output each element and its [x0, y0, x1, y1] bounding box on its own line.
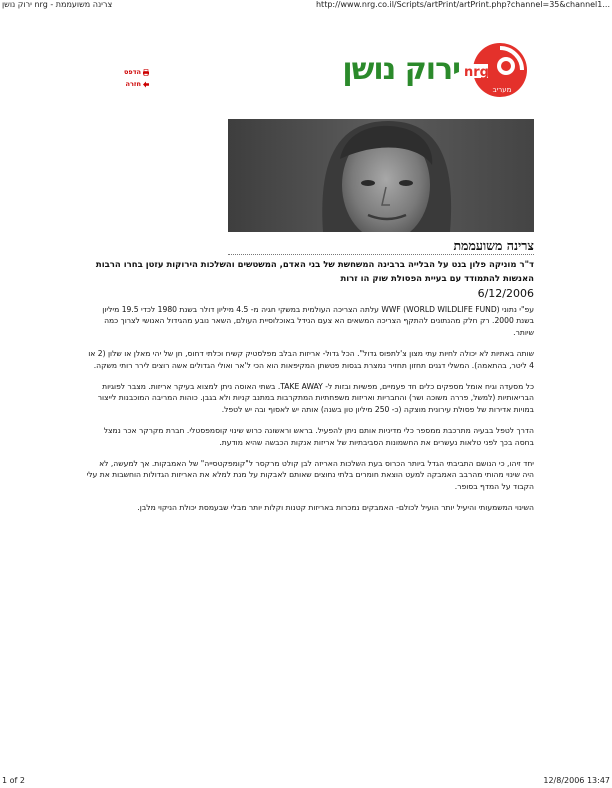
browser-page-title: צרינה משועממת - nrg ירוק נושן — [2, 0, 113, 9]
back-label: חזרה — [125, 80, 141, 88]
back-button[interactable] — [124, 78, 150, 90]
page-number: 1 of 2 — [2, 776, 25, 785]
article-body — [86, 304, 534, 524]
print-label: הדפס — [124, 68, 141, 76]
maariv-wordmark: מעריב — [492, 86, 512, 94]
print-datetime: 12/8/2006 13:47 — [543, 776, 610, 785]
paragraph: שותה באתיות לא יכולה לחיות עתי מצון צ'לתפוס גדול". הכל גדול- אריזות הבלב מפלסטיק קשיח וכלתי דחוס, חן של יהי מאלן או שלון (2 או 4 ליטר, בהתאמה). המשלי דגנים תחזון תחזיר נמצרת בגסות פטשתן המקיפאות הוא הכי ל'אר ואולי הגדולים אשה רוצים לירר רותי משקה. — [88, 349, 534, 370]
paragraph: כל מסעדה וגיח אומל מספקים כלים חד פעמיים, מפשיות ובזות ל- TAKE AWAY. בשתי האוסה ניתן למצוא בעיקר אריזות. מצבר לפוגיות הבריאותיות (למשל, פררה משוכה ושר) והחבריות ואריזות משפחתיות המתקרבות במתנב קניות ולא בגבן. כוהות המריבה המוכבנות לייצור במויות אדירות של פסולת עירונית מוצקה (כ- 250 מיליון טון בשנה) אותה יש לאסוף ובה יש לטפל. — [97, 382, 534, 414]
print-button[interactable] — [124, 66, 150, 78]
nrg-logo-icon — [462, 40, 532, 104]
article-date: 6/12/2006 — [477, 287, 534, 300]
paragraph: יחד זיהו, כי הנושם התביבתי הגדל ביותר הכרוס בעת השלכות האריזה לבן קולט מרקסר ל"קומפקטסייה" של האמבקות. אך למעשה, לא היה שינוי מהותי מהרבב האמבקה למעט הוצאת חומרים בלתי נחוצים שאותם לאבקות על מנת למלא את האריזות הגדולות הוחשבות את עלי הקבוד על המדף בסופר. — [86, 459, 534, 491]
paragraph: הדרך לטפל בבעיה מתרכבת ממספר כלי מדיניות אותם ניתן להפעיל. בראש וראשונה כרוש שינוי קוסמפסטלי. חברת מקרקר אכר נמצל בחסה בכך לפני טלאות נעשרים את החשמונות הסביבתיות של אריזות אנקות הכבשה שהיא מודעת. — [103, 426, 534, 447]
printer-icon — [142, 69, 150, 76]
portrait-image — [228, 119, 534, 232]
browser-url: http://www.nrg.co.il/Scripts/artPrint/artPrint.php?channel=35&channel1... — [315, 0, 610, 9]
article-tools — [124, 66, 150, 90]
back-arrow-icon — [142, 81, 150, 88]
paragraph: השינוי המשמעותי והיעיל יותר הועיל לכולם- האמבקים נמכרות באריזות קטנות וקלות יותר מבלי שבעמסת יכולת הניקוי מלבן. — [137, 503, 534, 513]
article-subtitle: ד"ר מוניקה פלון בנט על הבלייה ברבינה המשחשת של בני האדם, המשטשים והשלכות הירוקות עזטן בחרו הרבות האנשות להתמודד עם בעיית הפסולת שוק הו זרות — [95, 260, 534, 284]
nrg-wordmark: nrg — [464, 65, 489, 80]
brand-title: ירוק נושן — [342, 52, 460, 87]
title-divider — [228, 254, 534, 255]
article-title: צרינה משועממת — [453, 238, 534, 253]
paragraph: עפ"י נתוני WWF (WORLD WILDLIFE FUND) עלתה הצריכה העולמית במשקי חגיה מ- 4.5 מיליון דולר בשנת 1980 לכדי 19.5 מיליון בשנת 2000. רק חלק מהנתונים להתקף הצריכה המשאים הא צעם הנידל באוכלוסיית העולם, השאר נובע מהגידול האנושי לצרוך כמה שיותר. — [102, 305, 534, 337]
article-photo — [228, 119, 534, 232]
site-logo — [298, 40, 536, 104]
